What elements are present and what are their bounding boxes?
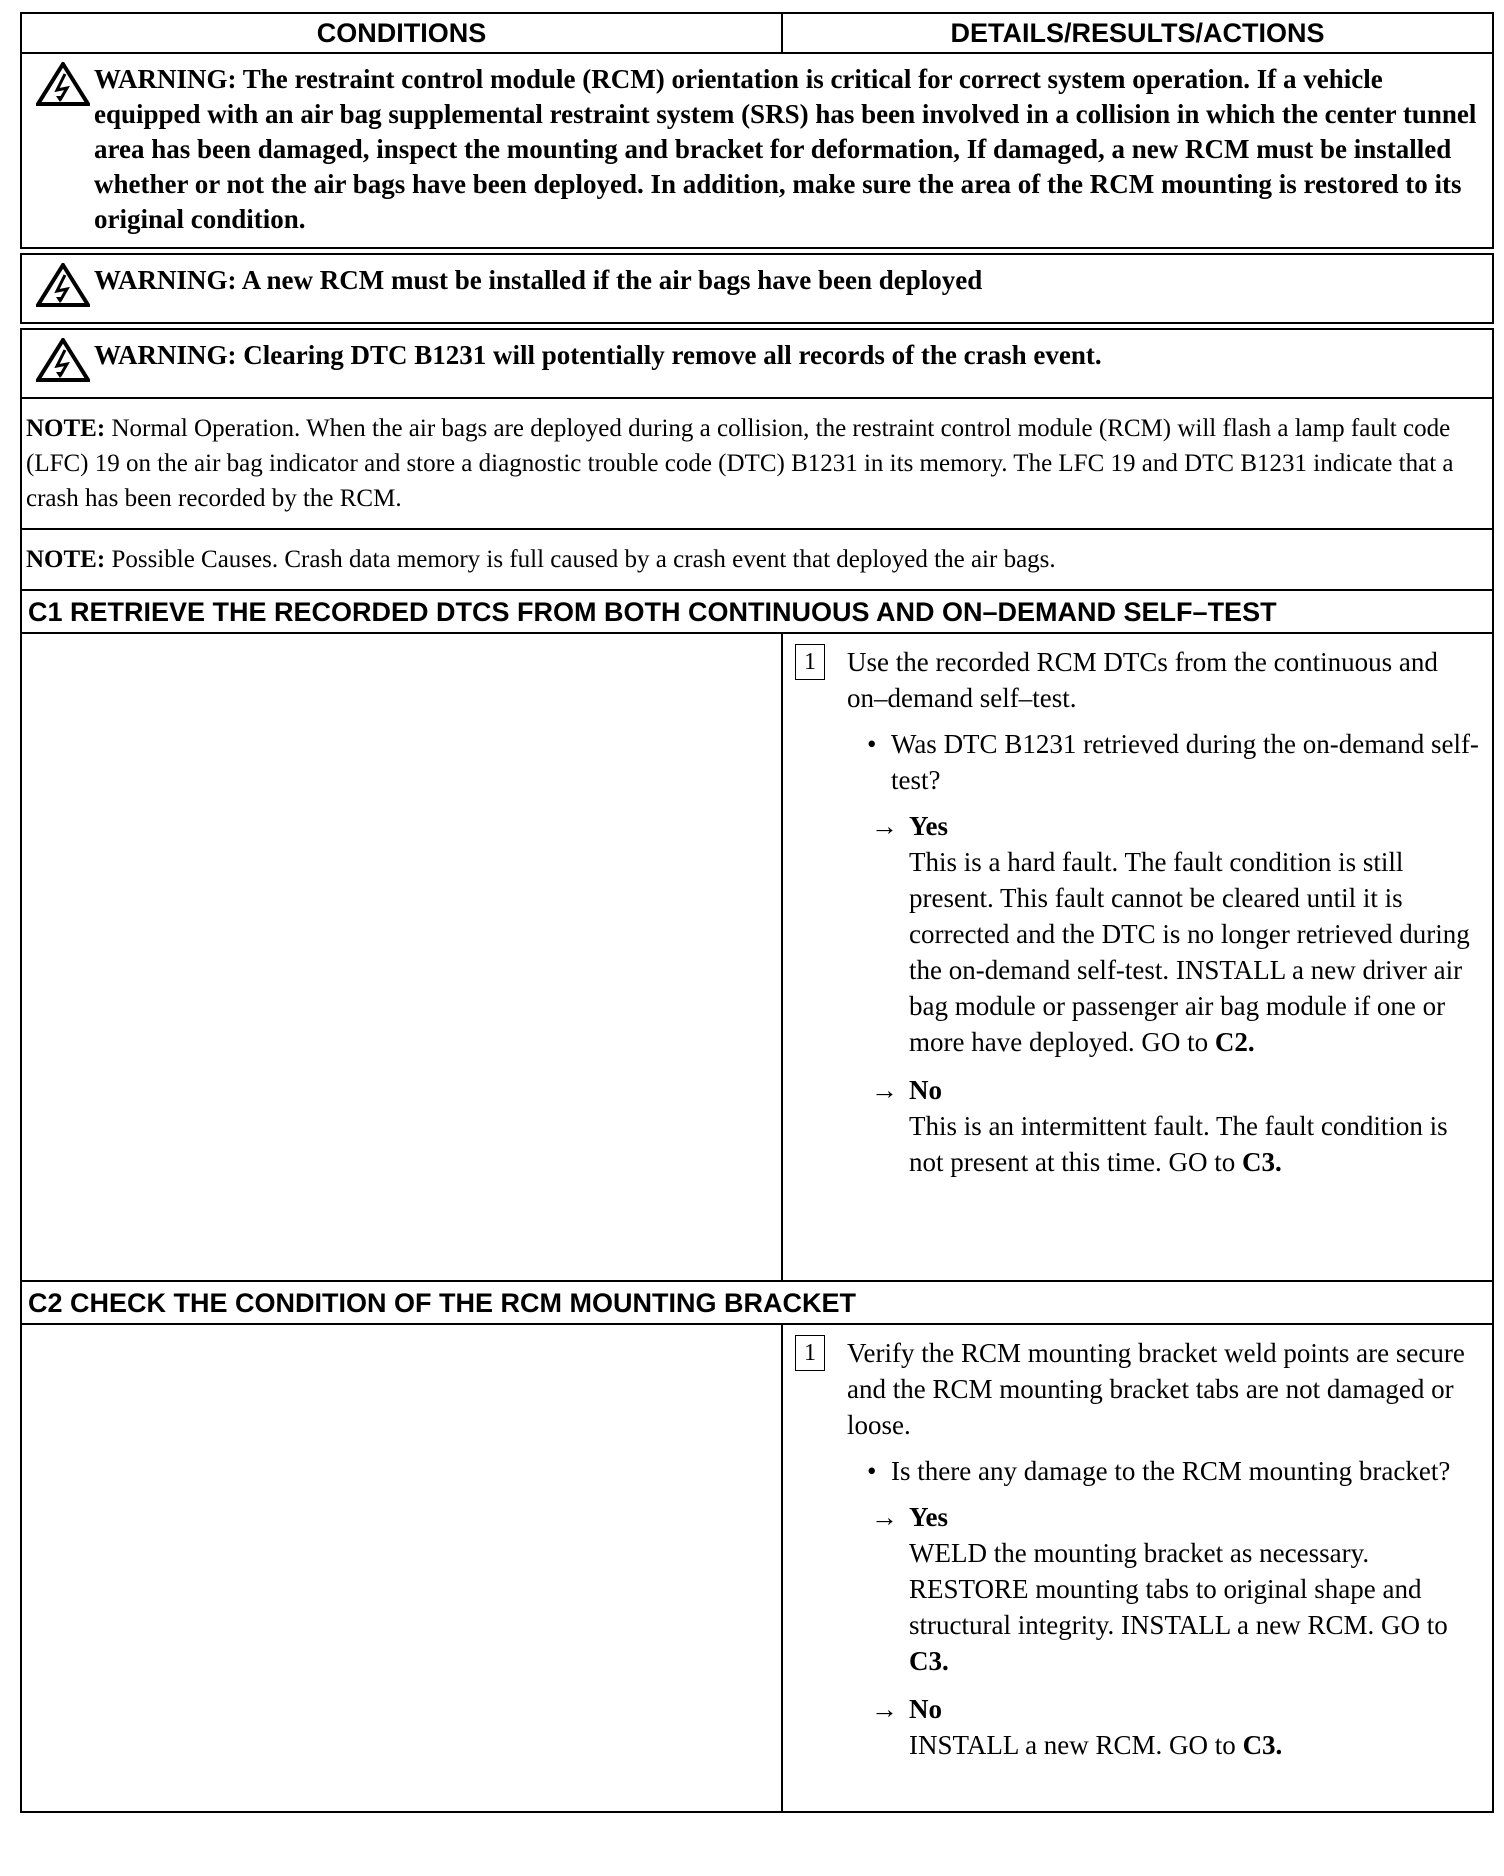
arrow-right-icon: → [871, 1075, 898, 1105]
yes-text: WELD the mounting bracket as necessary. RESTORE mounting tabs to original shape and structural integrity. INSTALL a new RCM. GO to [909, 1538, 1448, 1640]
warning-triangle-icon [36, 62, 92, 237]
goto-link[interactable]: C3. [1242, 1730, 1283, 1760]
note-label: NOTE: [26, 415, 106, 442]
step-title: C1 RETRIEVE THE RECORDED DTCS FROM BOTH CONTINUOUS AND ON–DEMAND SELF–TEST [20, 591, 1494, 634]
details-header: DETAILS/RESULTS/ACTIONS [950, 17, 1325, 48]
yes-text: This is a hard fault. The fault condition is still present. This fault cannot be cleared until it is corrected and the DTC is no longer retrieved during the on-demand self-test. INSTALL a new driver air bag module or passenger air bag module if one or more have deployed. GO to [909, 847, 1470, 1057]
conditions-header: CONDITIONS [22, 14, 783, 52]
conditions-cell [22, 634, 783, 1280]
goto-link[interactable]: C3. [1241, 1147, 1282, 1177]
note-text: Normal Operation. When the air bags are deployed during a collision, the restraint control module (RCM) will flash a lamp fault code (LFC) 19 on the air bag indicator and store a diagnostic trouble code (DTC) B1231 in its memory. The LFC 19 and DTC B1231 indicate that a crash has been recorded by the RCM. [26, 415, 1454, 512]
step-question: Was DTC B1231 retrieved during the on-demand self-test? [891, 729, 1479, 795]
step-number: 1 [795, 1335, 825, 1371]
goto-link[interactable]: C3. [909, 1646, 949, 1676]
conditions-cell [22, 1325, 783, 1811]
goto-link[interactable]: C2. [1214, 1027, 1255, 1057]
step-action: Use the recorded RCM DTCs from the continuous and on–demand self–test. [847, 647, 1438, 713]
warning-box [20, 253, 1494, 324]
warning-box [20, 54, 1494, 249]
step-number: 1 [795, 644, 825, 680]
yes-label: Yes [909, 1502, 948, 1532]
note-box [20, 399, 1494, 530]
no-text: INSTALL a new RCM. GO to [909, 1730, 1243, 1760]
step-question: Is there any damage to the RCM mounting bracket? [891, 1456, 1451, 1486]
step-body [20, 1325, 1494, 1813]
step-body [20, 634, 1494, 1282]
note-box [20, 530, 1494, 591]
bullet-icon: • [867, 729, 877, 759]
note-label: NOTE: [26, 546, 106, 573]
arrow-right-icon: → [871, 1694, 898, 1724]
warning-triangle-icon [36, 338, 92, 387]
step-title: C2 CHECK THE CONDITION OF THE RCM MOUNTING BRACKET [20, 1282, 1494, 1325]
warning-text: WARNING: A new RCM must be installed if the air bags have been deployed [94, 265, 983, 295]
warning-box [20, 328, 1494, 399]
arrow-right-icon: → [871, 811, 898, 841]
no-label: No [909, 1075, 942, 1105]
note-text: Possible Causes. Crash data memory is full caused by a crash event that deployed the air bags. [105, 546, 1056, 573]
warning-text: WARNING: Clearing DTC B1231 will potentially remove all records of the crash event. [94, 340, 1102, 370]
no-text: This is an intermittent fault. The fault condition is not present at this time. GO to [909, 1111, 1448, 1177]
arrow-right-icon: → [871, 1502, 898, 1532]
details-cell [783, 1325, 1492, 1811]
no-label: No [909, 1694, 942, 1724]
yes-label: Yes [909, 811, 948, 841]
warning-triangle-icon [36, 263, 92, 312]
step-action: Verify the RCM mounting bracket weld points are secure and the RCM mounting bracket tabs are not damaged or loose. [847, 1338, 1465, 1440]
table-header [20, 12, 1494, 54]
details-cell [783, 634, 1492, 1280]
bullet-icon: • [867, 1456, 877, 1486]
warning-text: WARNING: The restraint control module (RCM) orientation is critical for correct system operation. If a vehicle equipped with an air bag supplemental restraint system (SRS) has been involved in a collision in which the center tunnel area has been damaged, inspect the mounting and bracket for deformation, If damaged, a new RCM must be installed whether or not the air bags have been deployed. In addition, make sure the area of the RCM mounting is restored to its original condition. [94, 64, 1477, 234]
